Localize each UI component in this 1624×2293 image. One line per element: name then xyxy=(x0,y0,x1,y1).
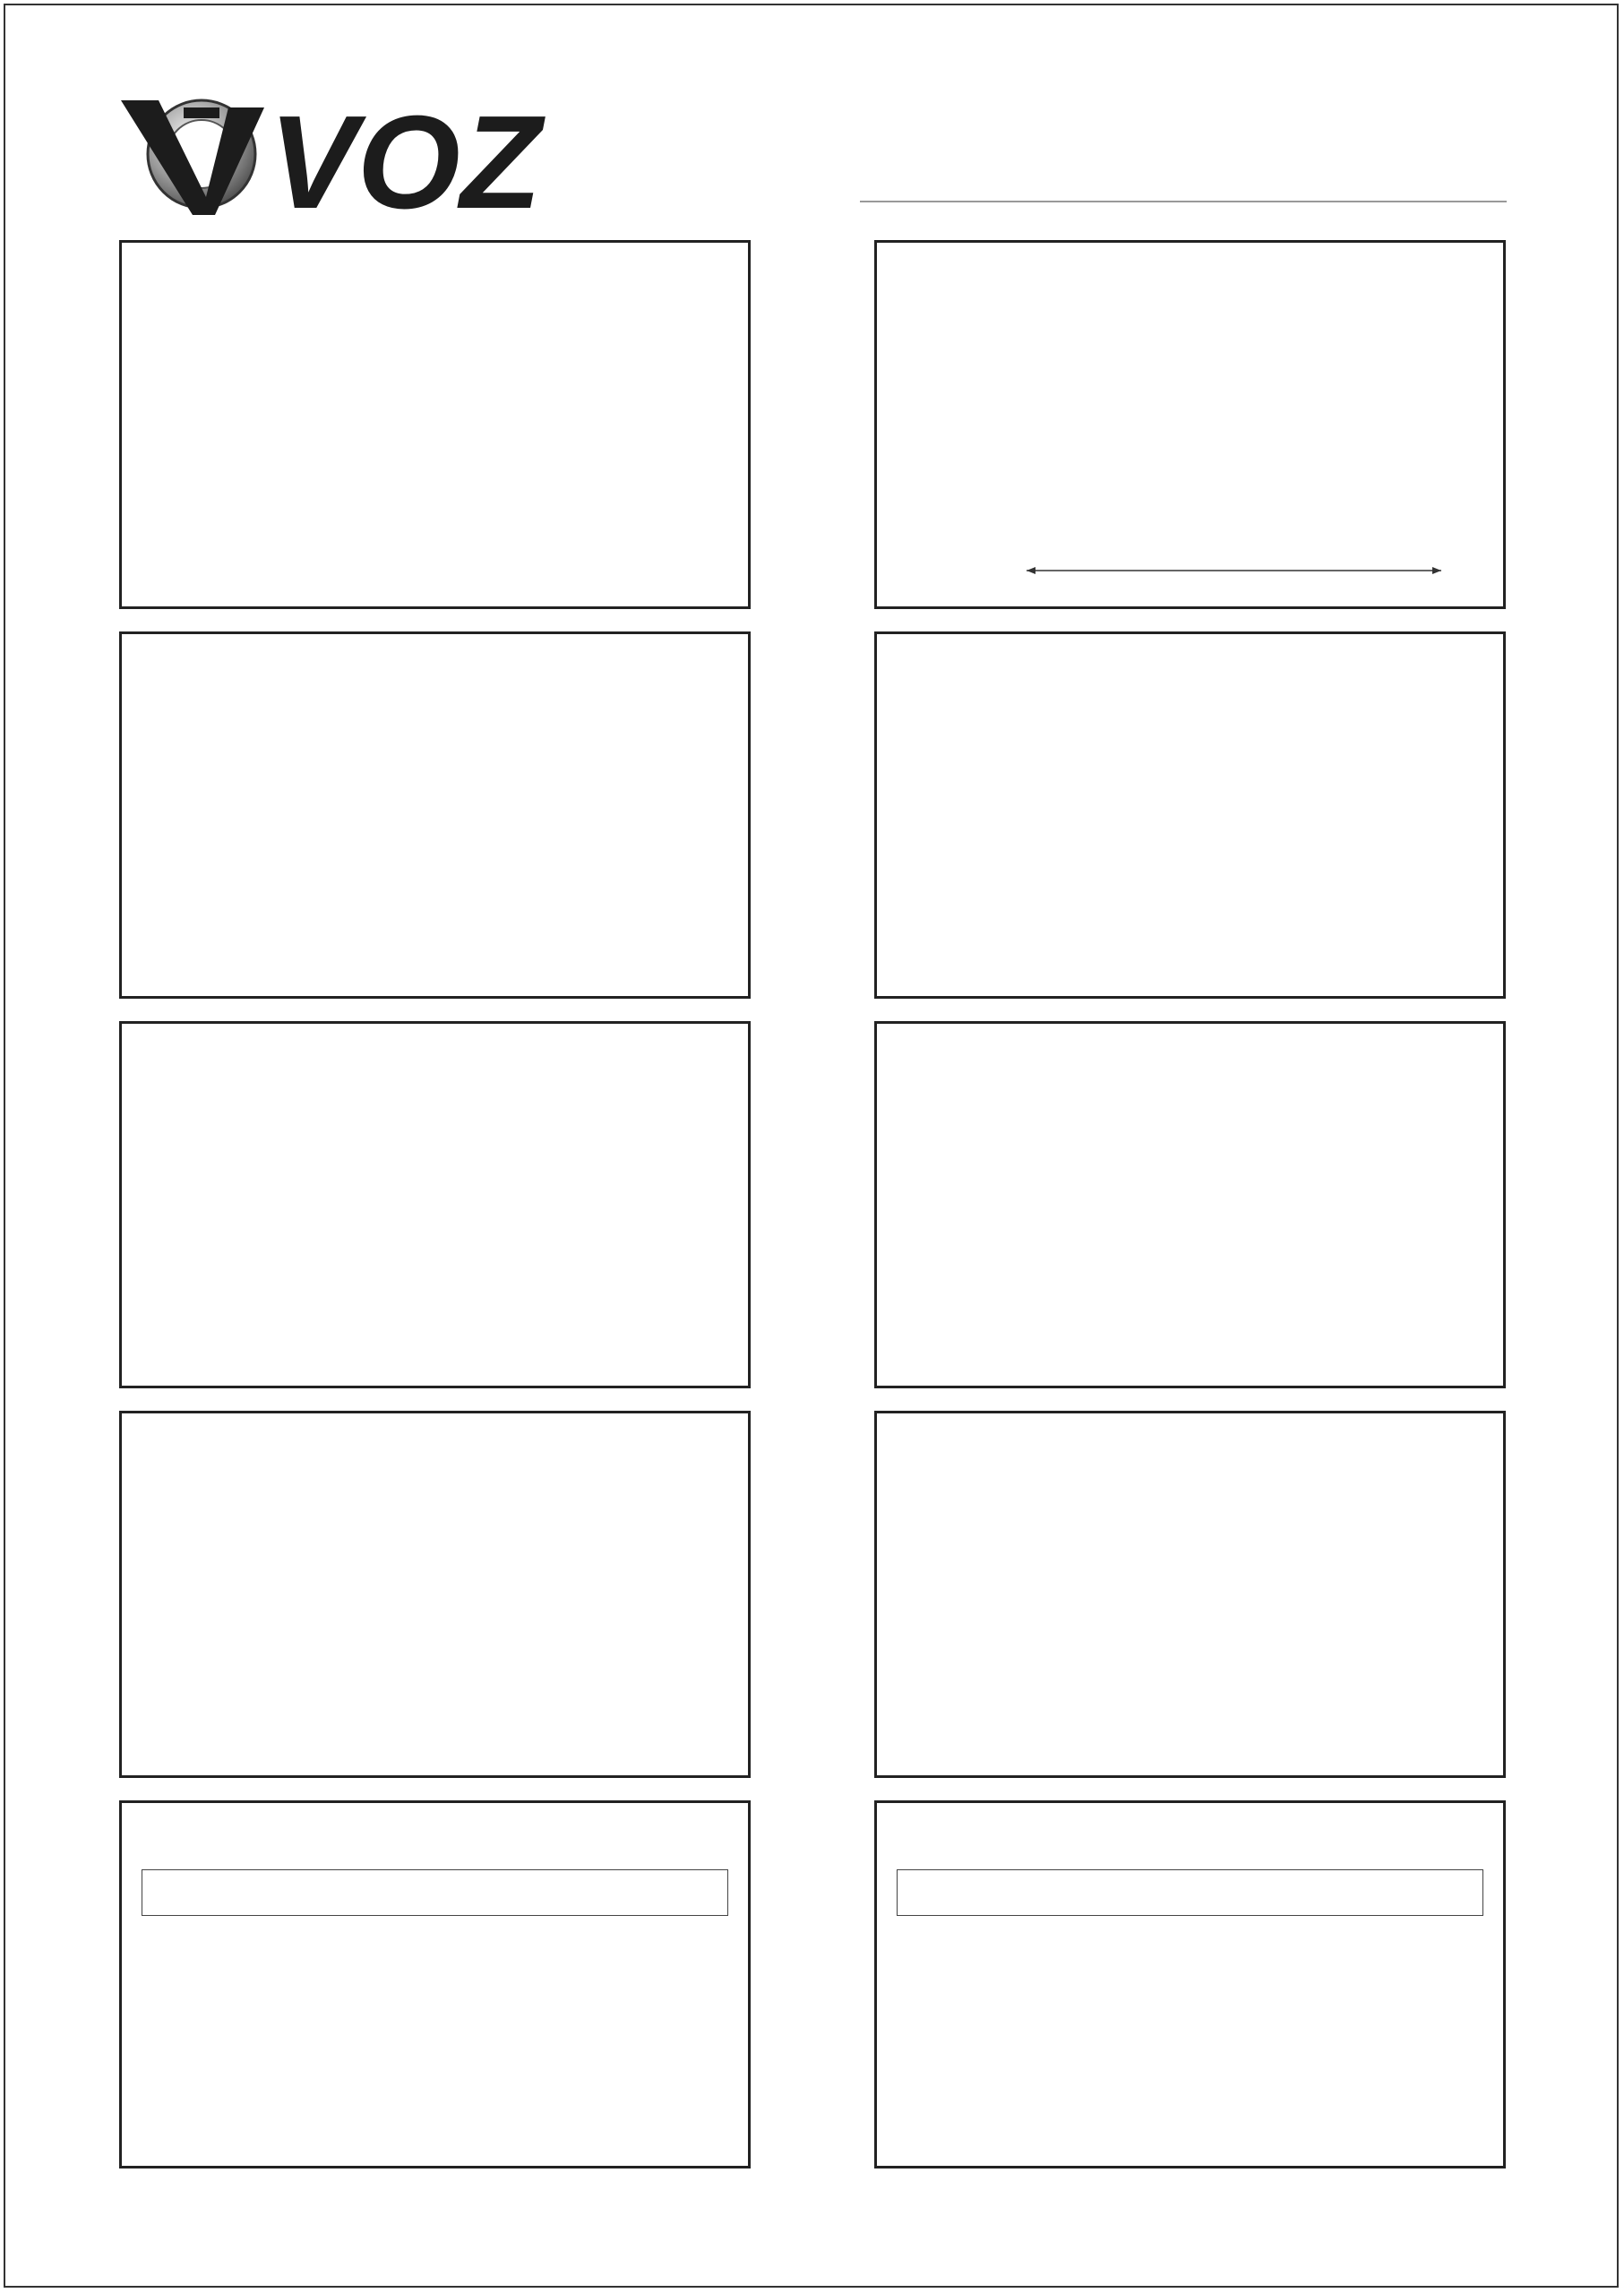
temp-capacity-panel xyxy=(874,1411,1506,1778)
voz-logo xyxy=(121,90,587,224)
discharge-chart-panel xyxy=(874,240,1506,609)
corner-header xyxy=(898,1870,1483,1916)
charge-temp-chart xyxy=(122,1024,748,1386)
temp-capacity-chart xyxy=(877,1413,1503,1775)
svg-text:VOZ: VOZ xyxy=(269,90,542,224)
power-table xyxy=(897,1869,1483,1916)
standby-life-panel xyxy=(119,1411,751,1778)
charge-chart-panel xyxy=(119,240,751,609)
power-table-panel xyxy=(874,1800,1506,2168)
float-life-panel xyxy=(119,631,751,999)
table-note xyxy=(886,2099,1494,2122)
self-discharge-chart xyxy=(877,1024,1503,1386)
current-table xyxy=(142,1869,728,1916)
current-table-panel xyxy=(119,1800,751,2168)
discharge-chart xyxy=(877,243,1503,606)
charge-chart xyxy=(122,243,748,606)
cycle-life-chart xyxy=(877,634,1503,996)
standby-life-chart xyxy=(122,1413,748,1775)
cycle-life-panel xyxy=(874,631,1506,999)
title-rule xyxy=(860,201,1507,202)
corner-header xyxy=(142,1870,728,1916)
charge-temp-panel xyxy=(119,1021,751,1388)
self-discharge-panel xyxy=(874,1021,1506,1388)
table-note xyxy=(131,2099,739,2122)
float-life-chart xyxy=(122,634,748,996)
